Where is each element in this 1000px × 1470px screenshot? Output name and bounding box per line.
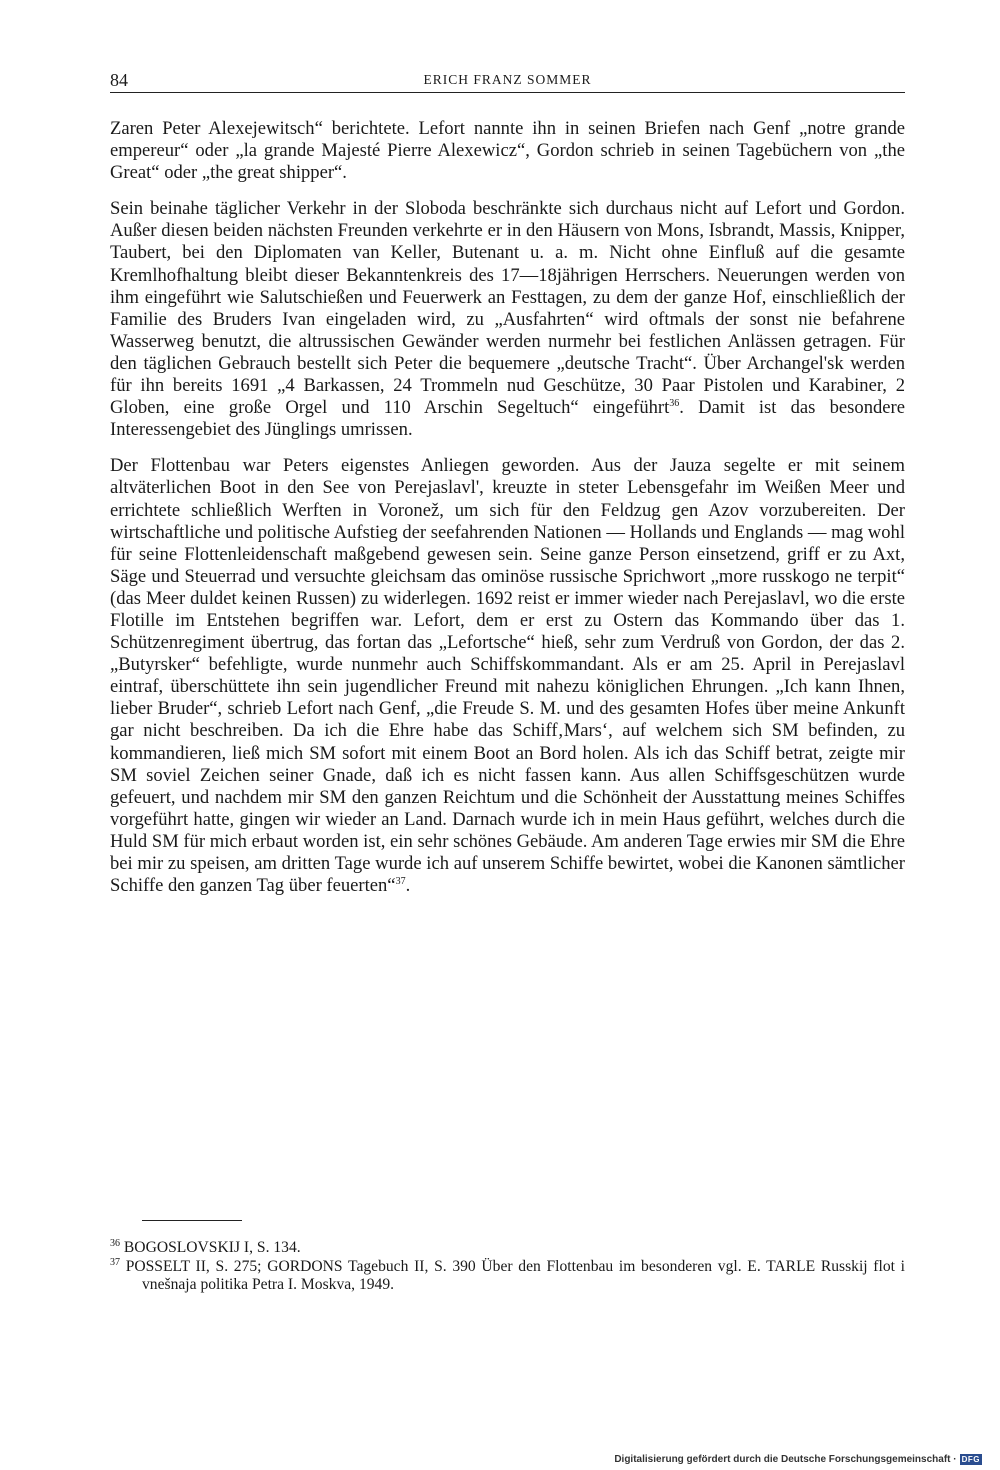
paragraph-1: Zaren Peter Alexejewitsch“ berichtete. Lefort nannte ihn in seinen Briefen nach Genf „notre grande empereur“ oder „la grande Majesté Pierre Alexewicz“, Gordon schrieb in seinen Tagebüchern von „the Great“ oder „the great shipper“. [110, 118, 905, 184]
paragraph-2 [110, 198, 905, 441]
footnote-ref-36: 36 [669, 397, 680, 409]
footnote-36 [110, 1239, 905, 1258]
page-number: 84 [110, 70, 128, 90]
footnote-ref-37: 37 [395, 875, 406, 887]
paragraph-2-tail: . Damit ist das besondere Interessengebiet des Jünglings umrissen. [110, 397, 905, 441]
footnotes [110, 1239, 905, 1295]
paragraph-3-text: Der Flottenbau war Peters eigenstes Anliegen geworden. Aus der Jauza segelte er mit seinem altväterlichen Boot in den See von Perejaslavl', kreuzte in steter Lebensgefahr im Weißen Meer und errichtete schließlich Werften in Voronež, um sich für den Feldzug gen Azov vorzubereiten. Der wirtschaftliche und politische Aufstieg der seefahrenden Nationen — Hollands und Englands — mag wohl für seine Flottenleidenschaft maßgebend gewesen sein. Seine ganze Person einsetzend, griff er zu Axt, Säge und Steuerrad und versuchte gleichsam das ominöse russische Sprichwort „more russkogo ne terpit“ (das Meer duldet keinen Russen) zu widerlegen. 1692 reist er immer wieder nach Perejaslavl, wo die erste Flotille im Entstehen begriffen war. Lefort, dem er erst zu Ostern das Kommando über das 1. Schützenregiment übertrug, das fortan das „Lefortsche“ hieß, sehr zum Verdruß von Gordon, der das 2. „Butyrsker“ befehligte, wurde nunmehr auch Schiffskommandant. Als er am 25. April in Perejaslavl eintraf, überschüttete ihn sein jugendlicher Freund mit nahezu königlichen Ehrungen. „Ich kann Ihnen, lieber Bruder“, schrieb Lefort nach Genf, „die Freude S. M. und des gesamten Hofes über meine Ankunft gar nicht beschreiben. Da ich die Ehre habe das Schiff‚Mars‘, auf welchem sich SM befinden, zu kommandieren, ließ mich SM sofort mit einem Boot an Bord holen. Als ich das Schiff betrat, zeigte mir SM soviel Zeichen seiner Gnade, daß ich es nicht fassen kann. Aus allen Schiffsgeschützen wurde gefeuert, und nachdem mir SM den ganzen Reichtum und die Schönheit der Ausstattung meines Schiffes vorgeführt hatte, gingen wir wieder an Land. Darnach wurde ich in mein Haus geführt, welches durch die Huld SM für mich erbaut worden ist, ein sehr schönes Gebäude. Am anderen Tage erwies mir SM die Ehre bei mir zu speisen, am dritten Tage wurde ich auf unserem Schiffe bewirtet, wobei die Kanonen sämtlicher Schiffe den ganzen Tag über feuerten“ [110, 455, 905, 897]
paragraph-3 [110, 455, 905, 897]
running-header [110, 70, 905, 93]
running-title: ERICH FRANZ SOMMER [423, 72, 592, 87]
footnote-36-text: BOGOSLOVSKIJ I, S. 134. [123, 1239, 301, 1256]
body-text [110, 118, 905, 897]
digitization-credit [614, 1454, 982, 1465]
footnote-divider [142, 1220, 242, 1221]
footnote-number-37: 37 [110, 1256, 120, 1268]
credit-text: Digitalisierung gefördert durch die Deutsche Forschungsgemeinschaft · [614, 1454, 957, 1465]
footnote-37 [110, 1258, 905, 1295]
footnote-number-36: 36 [110, 1237, 120, 1249]
dfg-logo-icon: DFG [961, 1455, 980, 1464]
paragraph-2-text: Sein beinahe täglicher Verkehr in der Sloboda beschränkte sich durchaus nicht auf Lefort und Gordon. Außer diesen beiden nächsten Freunden verkehrte er in den Häusern von Mons, Isbrandt, Massis, Knipper, Taubert, bei den Diplomaten van Keller, Butenant u. a. m. Nicht ohne Einfluß auf die gesamte Kremlhofhaltung bleibt dieser Bekanntenkreis des 17—18jährigen Herrschers. Neuerungen werden von ihm eingeführt wie Salutschießen und Feuerwerk an Festtagen, zu dem der ganze Hof, einschließlich der Familie des Bruders Ivan eingeladen wird, zu „Ausfahrten“ wird oftmals der sonst nie befahrene Wasserweg benutzt, die altrussischen Gewänder werden nurmehr bei festlichen Anlässen getragen. Für den täglichen Gebrauch bestellt sich Peter die bequemere „deutsche Tracht“. Über Archangel'sk werden für ihn bereits 1691 „4 Barkassen, 24 Trommeln nud Geschütze, 30 Paar Pistolen und Karabiner, 2 Globen, eine große Orgel und 110 Arschin Segeltuch“ eingeführt [110, 198, 905, 419]
paragraph-3-tail: . [405, 875, 411, 897]
footnote-37-text: POSSELT II, S. 275; GORDONS Tagebuch II, S. 390 Über den Flottenbau im besonderen vgl. E. TARLE Russkij flot i vnešnaja politika Petra I. Moskva, 1949. [125, 1257, 905, 1293]
